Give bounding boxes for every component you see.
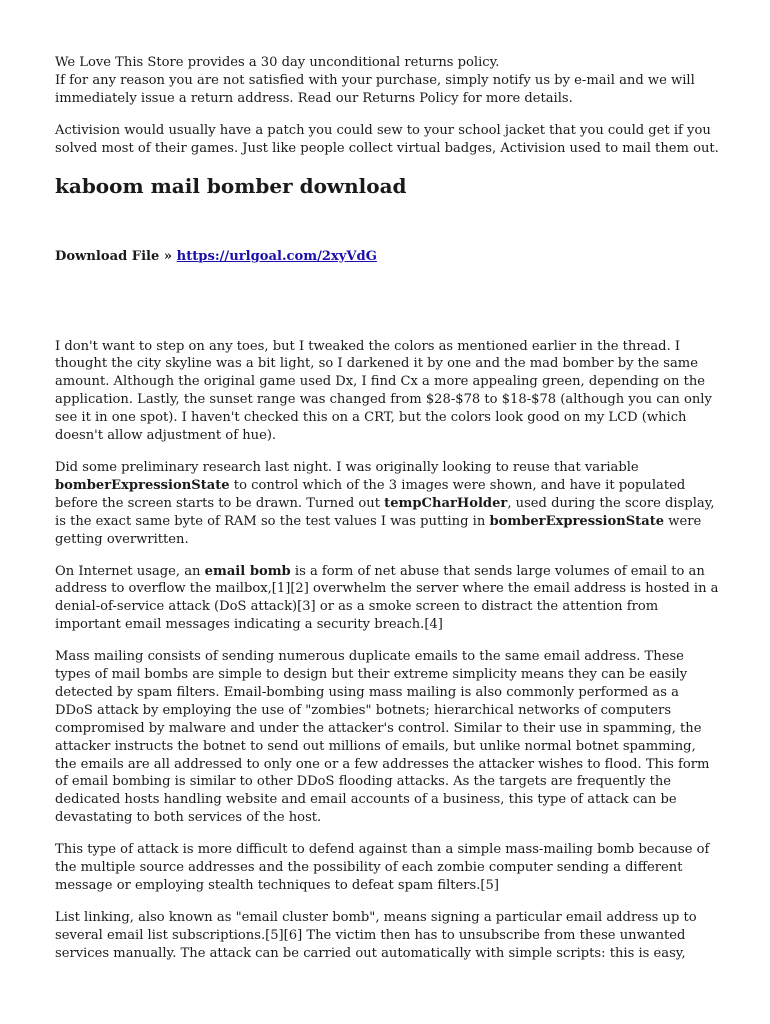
paragraph-email-bomb <box>55 563 720 635</box>
variable-temp-char-holder: tempCharHolder <box>384 495 508 511</box>
document-page <box>55 54 720 977</box>
activision-paragraph: Activision would usually have a patch you could sew to your school jacket that you could get if you solved most of their games. Just like people collect virtual badges, Activision used to mail them out. <box>55 122 719 156</box>
variable-bomber-expression-state: bomberExpressionState <box>55 477 230 493</box>
page-title: kaboom mail bomber download <box>55 173 407 198</box>
paragraph-research-text-a: Did some preliminary research last night. I was originally looking to reuse that variable <box>55 459 639 475</box>
download-label: Download File » <box>55 248 173 264</box>
paragraph-email-bomb-text-a: On Internet usage, an <box>55 563 205 579</box>
paragraph-mass-mailing: Mass mailing consists of sending numerous duplicate emails to the same email address. These types of mail bombs are simple to design but their extreme simplicity means they can be easily detected by spam filters. Email-bombing using mass mailing is also commonly performed as a DDoS attack by employing the use of "zombies" botnets; hierarchical networks of computers compromised by malware and under the attacker's control. Similar to their use in spamming, the attacker instructs the botnet to send out millions of emails, but unlike normal botnet spamming, the emails are all addressed to only one or a few addresses the attacker wishes to flood. This form of email bombing is similar to other DDoS flooding attacks. As the targets are frequently the dedicated hosts handling website and email accounts of a business, this type of attack can be devastating to both services of the host. <box>55 649 710 826</box>
paragraph-research-text-c: to control which of the 3 images were shown, and have it populated before the screen starts to be drawn. Turned out <box>55 477 686 511</box>
intro-line-1: We Love This Store provides a 30 day unconditional returns policy. <box>55 55 500 70</box>
paragraph-email-bomb-text-c: is a form of net abuse that sends large volumes of email to an address to overflow the mailbox,[1][2] overwhelm the server where the email address is hosted in a denial-of-service attack (DoS attack)[3] or as a smoke screen to distract the attention from important email messages indicating a security breach.[4] <box>55 563 719 633</box>
variable-bomber-expression-state-2: bomberExpressionState <box>489 513 665 529</box>
paragraph-research <box>55 459 720 549</box>
paragraph-defense: This type of attack is more difficult to defend against than a simple mass-mailing bomb because of the multiple source addresses and the possibility of each zombie computer sending a different message or employing stealth techniques to defeat spam filters.[5] <box>55 842 710 893</box>
paragraph-colors: I don't want to step on any toes, but I tweaked the colors as mentioned earlier in the thread. I thought the city skyline was a bit light, so I darkened it by one and the mad bomber by the same amount. Although the original game used Dx, I find Cx a more appealing green, depending on the application. Lastly, the sunset range was changed from $28-$78 to $18-$78 (although you can only see it in one spot). I haven't checked this on a CRT, but the colors look good on my LCD (which doesn't allow adjustment of hue). <box>55 338 712 444</box>
paragraph-research-text-e: were getting overwritten. <box>55 513 702 547</box>
paragraph-list-linking: List linking, also known as "email cluster bomb", means signing a particular email address up to several email list subscriptions.[5][6] The victim then has to unsubscribe from these unwanted services manually. The attack can be carried out automatically with simple scripts: this is easy, <box>55 909 697 961</box>
intro-line-2: If for any reason you are not satisfied with your purchase, simply notify us by e-mail and we will immediately issue a return address. Read our Returns Policy for more details. <box>55 72 695 106</box>
paragraph-research-text-d: , used during the score display, is the exact same byte of RAM so the test values I was putting in <box>55 495 715 529</box>
term-email-bomb: email bomb <box>204 563 291 579</box>
download-line <box>55 248 720 266</box>
download-link[interactable]: https://urlgoal.com/2xyVdG <box>176 248 377 264</box>
intro-paragraph <box>55 54 720 108</box>
